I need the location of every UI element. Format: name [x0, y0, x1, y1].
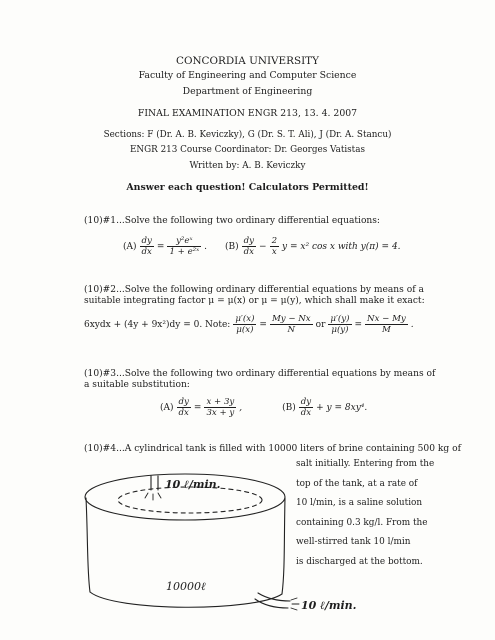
- q4-line-2: top of the tank, at a rate of: [296, 478, 418, 489]
- tank-right-wall: [282, 498, 285, 594]
- q3-b-label: (B): [282, 402, 296, 413]
- question-1-text: (10)#1...Solve the following two ordinary differential equations:: [84, 216, 380, 226]
- instructions: Answer each question! Calculators Permitted!: [126, 182, 369, 193]
- q1-b-lhs: $\frac{dy}{dx}$: [243, 236, 255, 257]
- question-3-equations: (A) $\frac{dy}{dx}$ = $\frac{x + 3y}{3x + y}$ , (B) $\frac{dy}{dx}$ + y = 8xy⁴.: [160, 397, 368, 418]
- q1-b-coef: $\frac{2}{x}$: [271, 236, 278, 257]
- q3-a-rhs: $\frac{x + 3y}{3x + y}$: [206, 397, 235, 418]
- q4-line-5: well-stirred tank 10 l/min: [296, 537, 411, 547]
- q2-ratio-3: $\frac{\mu'(y)}{\mu(y)}$: [330, 314, 350, 335]
- q3-a-lhs: $\frac{dy}{dx}$: [178, 397, 189, 418]
- university-name: CONCORDIA UNIVERSITY: [176, 55, 319, 67]
- tank-bottom: [90, 592, 282, 607]
- q1-b-rest: y = x² cos x with y(π) = 4.: [282, 241, 401, 252]
- q1-b-label: (B): [225, 241, 239, 252]
- department-name: Department of Engineering: [182, 86, 313, 97]
- question-1-equations: (A) $\frac{dy}{dx}$ = $\frac{\text{y²eˣ}}{\text{1 + e²ˣ}}$ . (B) $\frac{dy}{dx}$ − $\frac{2}{x}$ y = x² cos x with y(π) = 4.: [123, 236, 401, 257]
- q2-equation: 6xydx + (4y + 9x²)dy = 0. Note:: [84, 319, 231, 330]
- q2-ratio-4: $\frac{Nx - My}{M}$: [367, 314, 406, 335]
- q4-line-6: is discharged at the bottom.: [296, 556, 423, 567]
- outflow-spray: [291, 598, 299, 610]
- q4-line-1: salt initially. Entering from the: [296, 459, 435, 469]
- q2-ratio-1: $\frac{\mu'(x)}{\mu(x)}$: [235, 314, 255, 335]
- outflow-rate-label: 10 ℓ/min.: [301, 599, 357, 612]
- question-2-text: (10)#2...Solve the following ordinary differential equations by means of a suitable integrating factor μ = μ(x) or μ = μ(y), which shall make it exact:: [84, 285, 425, 306]
- inflow-drops: [145, 493, 161, 500]
- q4-line-4: containing 0.3 kg/l. From the: [296, 517, 428, 528]
- question-2-equations: 6xydx + (4y + 9x²)dy = 0. Note: $\frac{\mu'(x)}{\mu(x)}$ = $\frac{My - Nx}{N}$ or $\frac{\mu'(y)}{\mu(y)}$ = $\frac{Nx - My}{M}$ .: [84, 314, 414, 335]
- q2-ratio-2: $\frac{My - Nx}{N}$: [271, 314, 311, 335]
- faculty-name: Faculty of Engineering and Computer Science: [138, 70, 357, 81]
- question-3-text: (10)#3...Solve the following two ordinary differential equations by means of a suitable substitution:: [84, 369, 436, 390]
- exam-title: FINAL EXAMINATION ENGR 213, 13. 4. 2007: [137, 108, 358, 119]
- q1-a-label: (A): [123, 241, 137, 252]
- q3-b-rest: + y = 8xy⁴.: [316, 402, 368, 413]
- written-by-line: Written by: A. B. Keviczky: [189, 161, 306, 171]
- sections-line: Sections: F (Dr. A. B. Keviczky), G (Dr. S. T. Ali), J (Dr. A. Stancu): [103, 130, 392, 140]
- q1-a-rhs: $\frac{\text{y²eˣ}}{\text{1 + e²ˣ}}$: [169, 236, 200, 257]
- q2-or: or: [315, 319, 326, 330]
- tank-volume-label: 10000ℓ: [166, 580, 206, 593]
- inflow-rate-label: 10 ℓ/min.: [165, 478, 221, 491]
- q3-b-lhs: $\frac{dy}{dx}$: [300, 397, 312, 418]
- outflow-pipe: [255, 593, 290, 608]
- coordinator-line: ENGR 213 Course Coordinator: Dr. Georges Vatistas: [130, 145, 365, 155]
- q3-a-label: (A): [160, 402, 174, 413]
- tank-left-wall: [86, 498, 90, 592]
- question-4-intro: (10)#4...A cylindrical tank is filled with 10000 liters of brine containing 500 kg of: [84, 444, 461, 454]
- q1-a-lhs: $\frac{dy}{dx}$: [141, 236, 152, 257]
- q4-line-3: 10 l/min, is a saline solution: [296, 498, 423, 508]
